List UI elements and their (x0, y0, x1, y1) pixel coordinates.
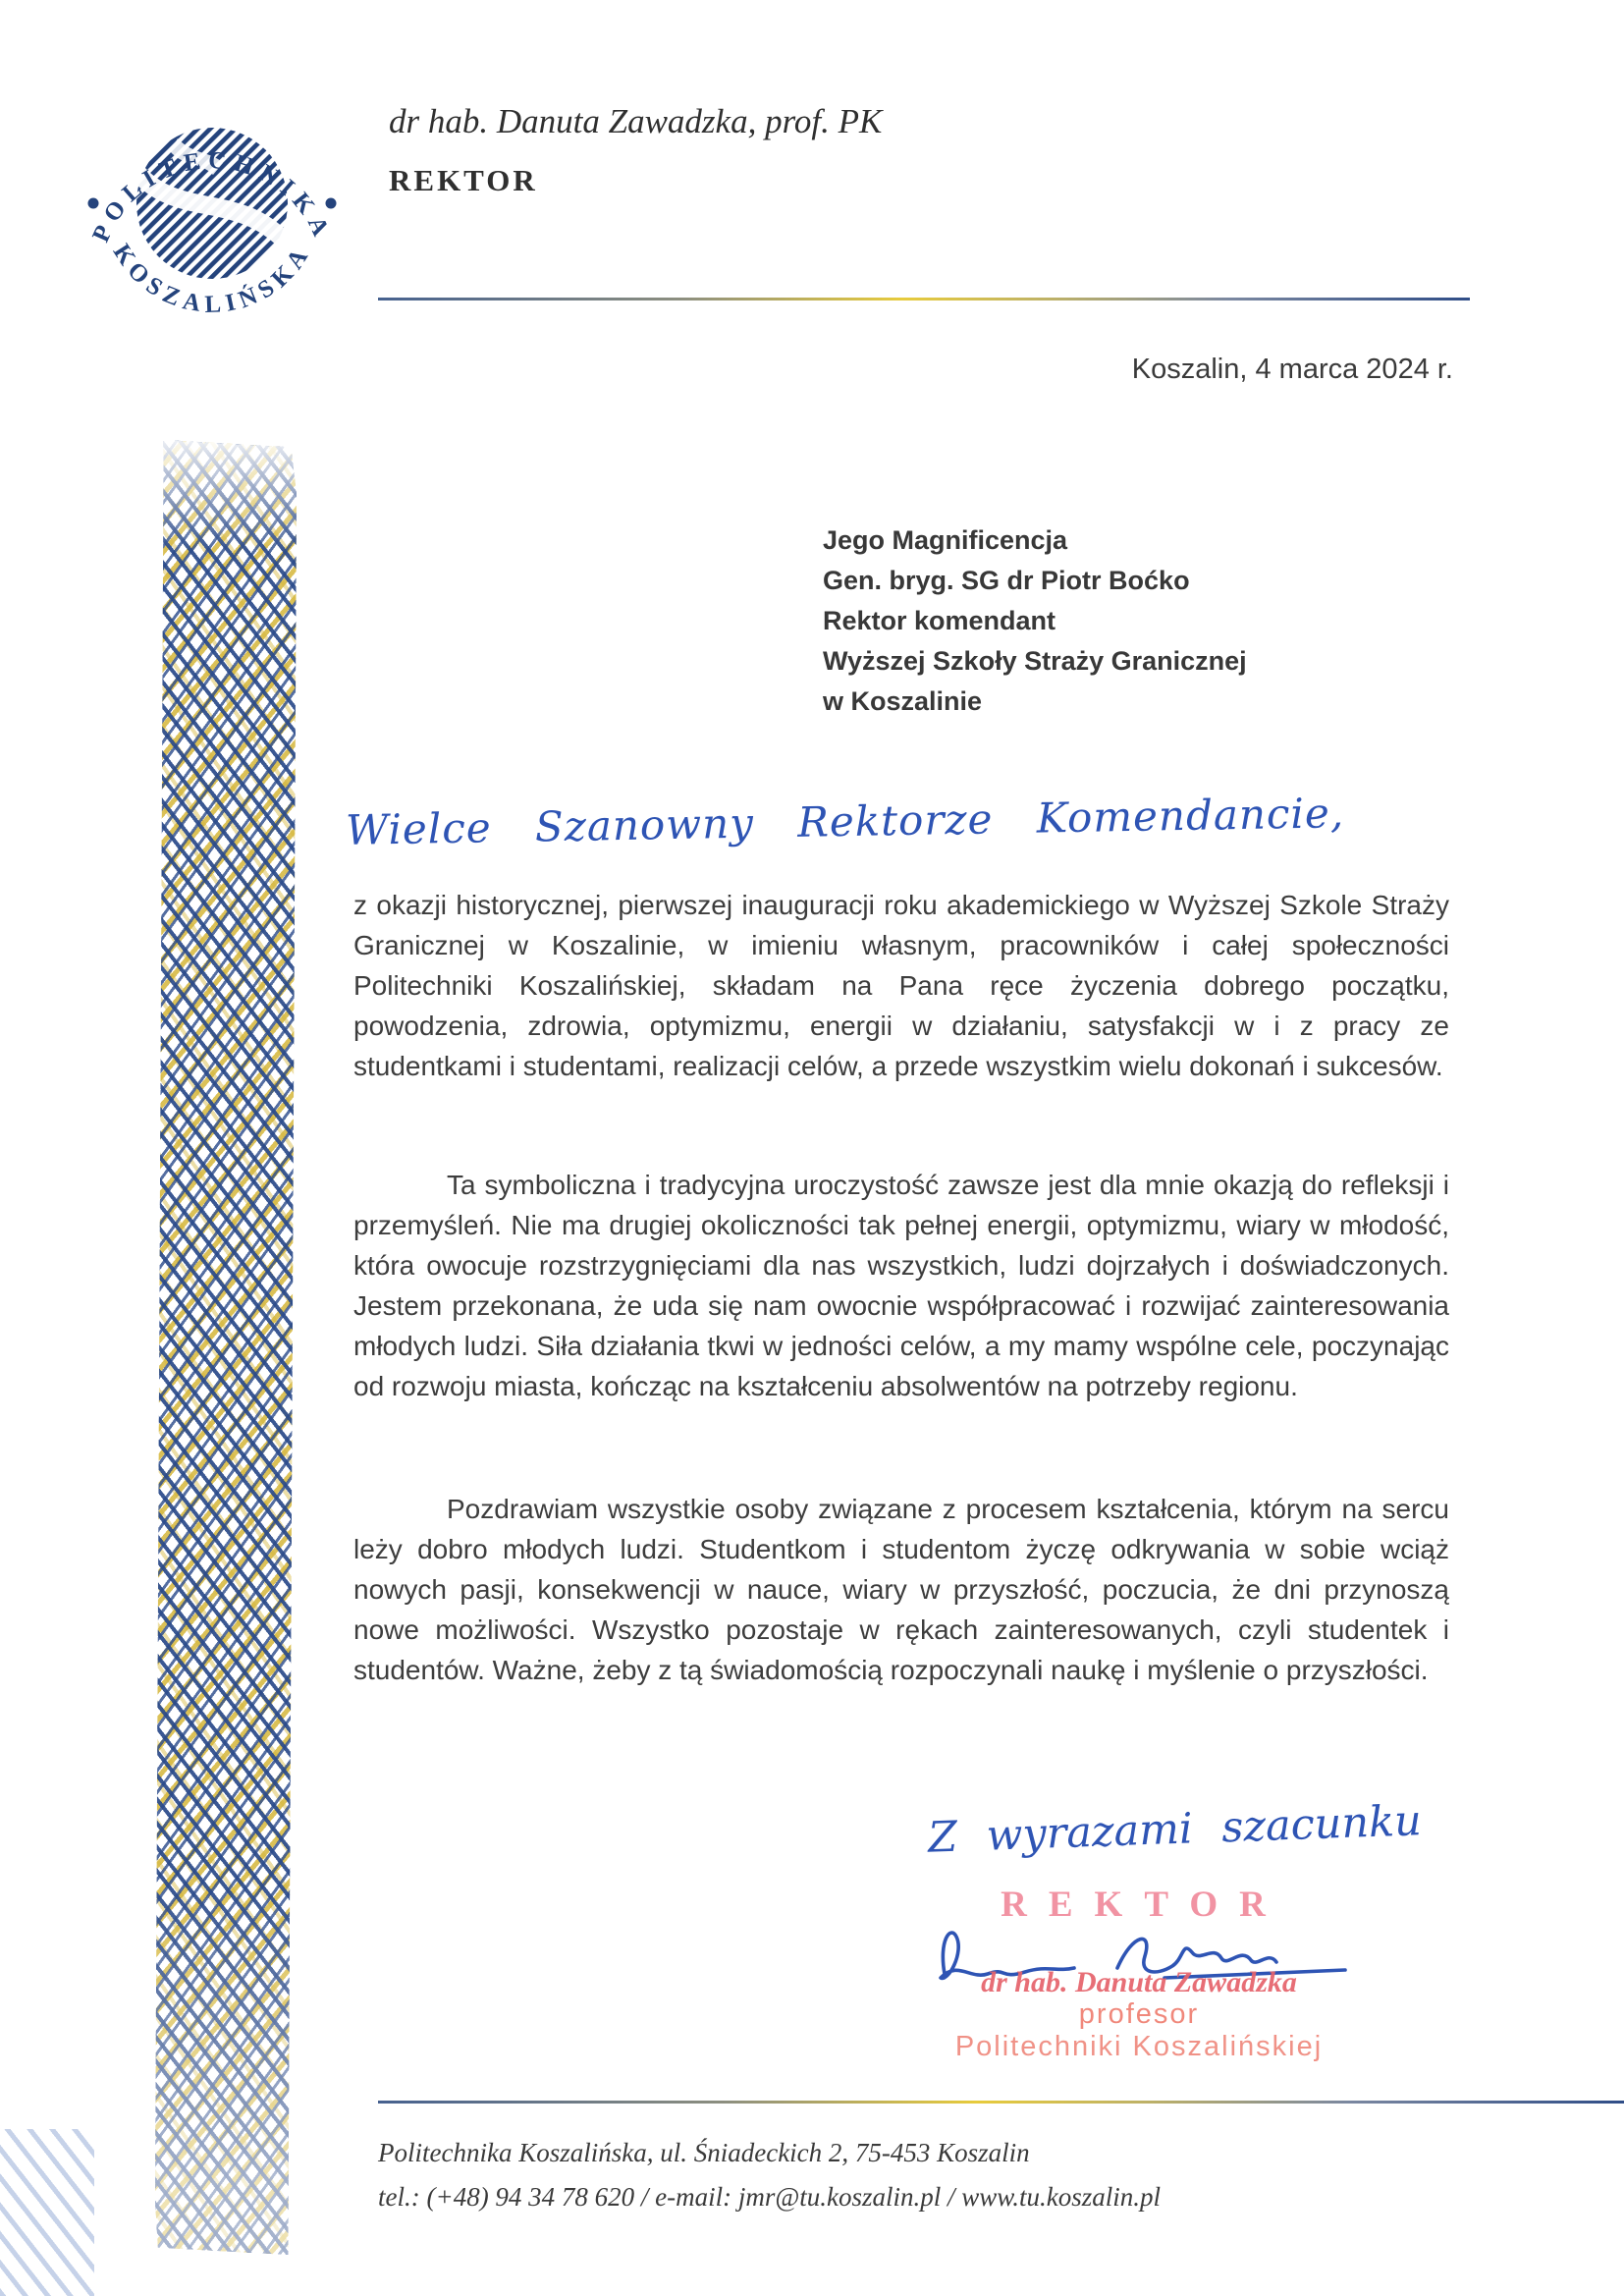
letterhead (389, 102, 882, 198)
recipient-line: w Koszalinie (823, 686, 983, 716)
seal-right-dot (326, 198, 337, 209)
handwritten-salutation: Wielce Szanowny Rektorze Komendancie, (345, 789, 1345, 854)
recipient-line: Jego Magnificencja (823, 525, 1068, 555)
stamp-line2: profesor (1078, 1998, 1200, 2030)
rector-stamp-block (913, 1966, 1365, 2063)
seal-top-text: POLITECHNIKA (87, 146, 337, 246)
body-paragraph: Ta symboliczna i tradycyjna uroczystość zawsze jest dla mnie okazją do refleksji i przemyśleń. Nie ma drugiej okoliczności tak pełnej energii, optymizmu, wiary w młodość, która owocuje rozstrzygnięciami dla nas wszystkich, ludzi dojrzałych i doświadczonych. Jestem przekonana, że uda się nam owocnie współpracować i rozwijać zainteresowania młodych ludzi. Siła działania tkwi w jedności celów, a my mamy wspólne cele, poczynając od rozwoju miasta, kończąc na kształceniu absolwentów na potrzeby regionu. (353, 1170, 1449, 1401)
handwritten-closing: Z wyrazami szacunku (927, 1796, 1423, 1863)
rector-stamp-title: REKTOR (1001, 1885, 1287, 1925)
sender-name: dr hab. Danuta Zawadzka, prof. PK (389, 102, 883, 140)
corner-hatch-decoration (0, 2129, 94, 2296)
footer-contact: tel.: (+48) 94 34 78 620 / e-mail: jmr@tu.koszalin.pl / www.tu.koszalin.pl (378, 2182, 1162, 2212)
footer-divider (378, 2101, 1624, 2104)
recipient-line: Gen. bryg. SG dr Piotr Boćko (823, 566, 1190, 595)
recipient-line: Wyższej Szkoły Straży Granicznej (823, 646, 1247, 676)
recipient-block (823, 520, 1247, 722)
university-seal-logo (83, 65, 341, 322)
recipient-line: Rektor komendant (823, 606, 1056, 635)
footer-address: Politechnika Koszalińska, ul. Śniadeckich 2, 75-453 Koszalin (378, 2138, 1030, 2167)
decorative-ribbon (155, 440, 297, 2255)
body-paragraph: Pozdrawiam wszystkie osoby związane z procesem kształcenia, którym na sercu leży dobro młodych ludzi. Studentkom i studentom życzę odkrywania w sobie wciąż nowych pasji, konsekwencji w nauce, wiary w przyszłość, poczucia, że dni przynoszą nowe możliwości. Wszystko pozostaje w rękach zainteresowanych, czyli studentek i studentów. Ważne, żeby z tą świadomością rozpoczynali naukę i myślenie o przyszłości. (353, 1494, 1449, 1685)
header-divider (378, 298, 1470, 301)
date-line: Koszalin, 4 marca 2024 r. (1131, 354, 1453, 385)
seal-left-dot (88, 198, 99, 209)
seal-bottom-text: KOSZALIŃSKA (107, 239, 317, 318)
sender-title: REKTOR (389, 163, 538, 197)
footer-block (378, 2131, 1161, 2219)
body-paragraph: z okazji historycznej, pierwszej inauguracji roku akademickiego w Wyższej Szkole Straży Granicznej w Koszalinie, w imieniu własnym, pracowników i całej społeczności Politechniki Koszalińskiej, składam na Pana ręce życzenia dobrego początku, powodzenia, zdrowia, optymizmu, energii w działaniu, satysfakcji w i z pracy ze studentkami i studentami, realizacji celów, a przede wszystkim wielu dokonań i sukcesów. (353, 890, 1449, 1081)
stamp-line3: Politechniki Koszalińskiej (954, 2031, 1324, 2062)
stamp-name: dr hab. Danuta Zawadzka (981, 1966, 1297, 1998)
